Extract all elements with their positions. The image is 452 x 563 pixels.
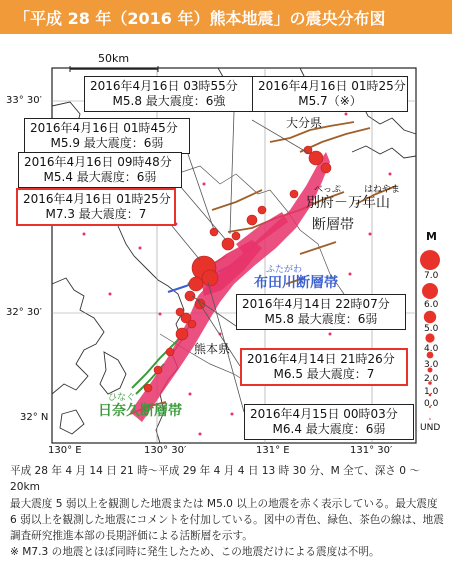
callout-0414-2207: 2016年4月14日 22時07分 M5.8 最大震度：6弱 xyxy=(236,294,406,330)
scale-label: 50km xyxy=(98,52,130,65)
legend-label-00: 0.0 xyxy=(424,399,439,409)
callout-0416-0355: 2016年4月16日 03時55分 M5.8 最大震度：6強 xyxy=(84,76,254,112)
callout-0415-0003: 2016年4月15日 00時03分 M6.4 最大震度：6弱 xyxy=(244,404,414,440)
callout-0414-2126: 2016年4月14日 21時26分 M6.5 最大震度：7 xyxy=(240,348,408,386)
caption-line-1: 平成 28 年 4 月 14 日 21 時～平成 29 年 4 月 4 日 13 時 30 分、M 全て、深さ 0 ～ 20km xyxy=(10,465,420,494)
legend-label-10: 1.0 xyxy=(424,387,439,397)
oita-label: 大分県 xyxy=(286,116,323,130)
lon-label-131-30: 131° 30′ xyxy=(350,445,393,456)
caption-line-3: ※ M7.3 の地震とほぼ同時に発生したため、この地震だけによる震度は不明。 xyxy=(10,546,380,559)
legend-label-30: 3.0 xyxy=(424,360,439,370)
legend-label-und: UND xyxy=(420,423,441,433)
beppu-ruby-1: べっぷ xyxy=(314,185,342,195)
legend-label-40: 4.0 xyxy=(424,344,439,354)
hinagu-ruby: ひなぐ xyxy=(108,393,136,403)
callout-0416-0125-m57: 2016年4月16日 01時25分 M5.7（※） xyxy=(252,76,408,112)
kumamoto-label: 熊本県 xyxy=(194,342,231,356)
callout-0416-0145: 2016年4月16日 01時45分 M5.9 最大震度：6弱 xyxy=(24,118,190,154)
beppu-fault-label: 別府－万年山 xyxy=(306,195,390,211)
callout-0416-0948: 2016年4月16日 09時48分 M5.4 最大震度：6弱 xyxy=(18,152,182,188)
lat-label-32: 32° N xyxy=(20,412,49,423)
lon-label-130: 130° E xyxy=(48,445,82,456)
hinagu-fault-label: 日奈久断層帯 xyxy=(98,403,182,419)
lon-label-131: 131° E xyxy=(256,445,290,456)
legend-label-50: 5.0 xyxy=(424,324,439,334)
page-title: 「平成 28 年（2016 年）熊本地震」の震央分布図 xyxy=(0,0,452,34)
futagawa-fault-label: 布田川断層帯 xyxy=(254,275,338,291)
callout-0416-0125-m73: 2016年4月16日 01時25分 M7.3 最大震度：7 xyxy=(16,188,176,226)
epicenter-map xyxy=(0,34,452,460)
lon-label-130-30: 130° 30′ xyxy=(144,445,187,456)
map-caption xyxy=(10,463,446,561)
beppu-fault-label-2: 断層帯 xyxy=(312,217,354,233)
lat-label-32-30: 32° 30′ xyxy=(6,307,42,318)
legend-title: M xyxy=(426,230,437,243)
caption-line-2: 最大震度 5 弱以上を観測した地震または M5.0 以上の地震を赤く表示している。最大震度 6 弱以上を観測した地震にコメントを付加している。図中の青色、緑色、茶色の線は、地震調査研究推進本部の長期評価による活断層を示す。 xyxy=(10,497,444,543)
legend-label-20: 2.0 xyxy=(424,374,439,384)
lat-label-33-30: 33° 30′ xyxy=(6,95,42,106)
legend-label-70: 7.0 xyxy=(424,271,439,281)
legend-label-60: 6.0 xyxy=(424,300,439,310)
beppu-ruby-2: はねやま xyxy=(364,185,401,195)
futagawa-ruby: ふたがわ xyxy=(266,265,303,275)
